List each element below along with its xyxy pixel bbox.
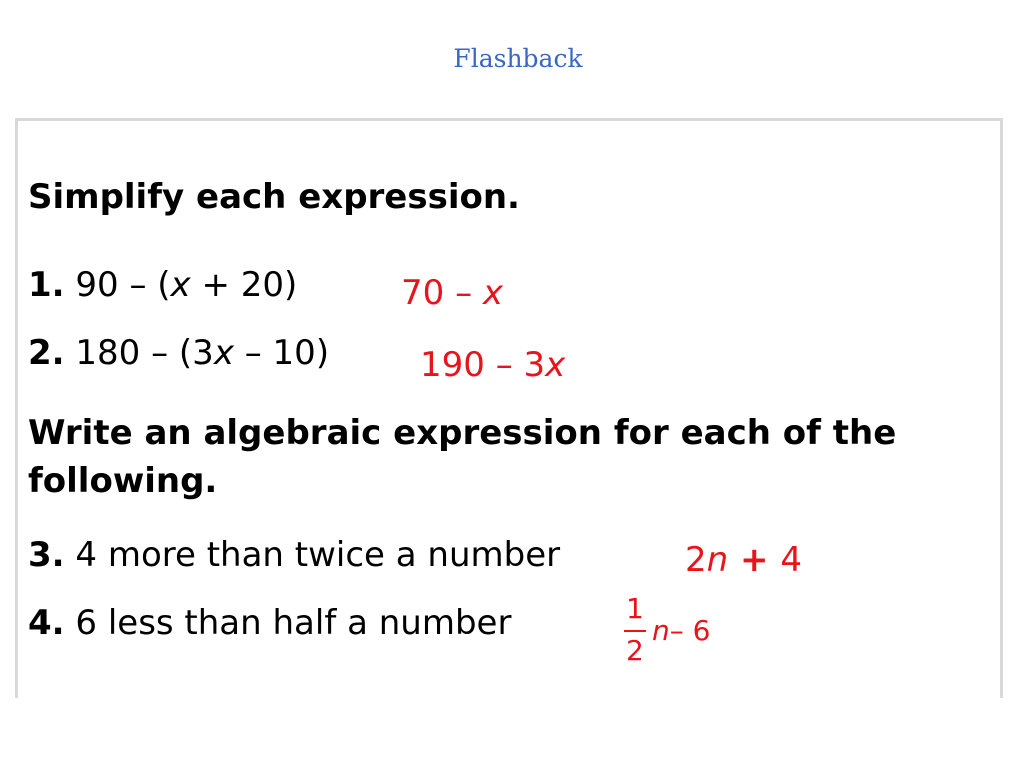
question-1-part-b: + 20) [190,265,298,305]
section1-heading: Simplify each expression. [28,177,520,217]
question-1-variable: x [170,265,191,305]
answer-3-operator: + [728,540,781,580]
answer-1-variable: x [482,273,504,313]
question-2 [28,333,330,373]
question-2-part-a: 180 – (3 [75,333,214,373]
answer-2 [420,345,566,385]
question-3 [28,535,561,575]
question-3-number: 3. [28,535,65,575]
answer-1 [401,273,504,313]
question-2-number: 2. [28,333,65,373]
section2-heading: Write an algebraic expression for each of the following. [28,413,897,501]
question-2-variable: x [213,333,234,373]
question-1 [28,265,298,305]
question-3-text: 4 more than twice a number [75,535,561,575]
answer-4-rest [652,614,710,647]
answer-4-denominator: 2 [626,634,644,667]
answer-4-numerator: 1 [626,592,644,625]
answer-4-variable: n [652,614,670,647]
question-4 [28,603,512,643]
answer-2-variable: x [545,345,566,385]
slide-title: Flashback [453,44,583,73]
question-1-number: 1. [28,265,65,305]
answer-3-variable: n [706,540,729,580]
answer-3-coefficient: 2 [685,540,707,580]
answer-4-fraction [622,592,732,672]
question-4-text: 6 less than half a number [75,603,512,643]
question-4-number: 4. [28,603,65,643]
answer-3-constant: 4 [780,540,803,580]
answer-3 [685,540,803,580]
answer-2-part-a: 190 – 3 [420,345,546,385]
question-1-part-a: 90 – ( [75,265,171,305]
answer-4-fraction-bar [624,630,646,632]
answer-4-minus-six: – 6 [669,614,711,647]
answer-1-part-a: 70 – [401,273,483,313]
question-2-part-b: – 10) [233,333,330,373]
